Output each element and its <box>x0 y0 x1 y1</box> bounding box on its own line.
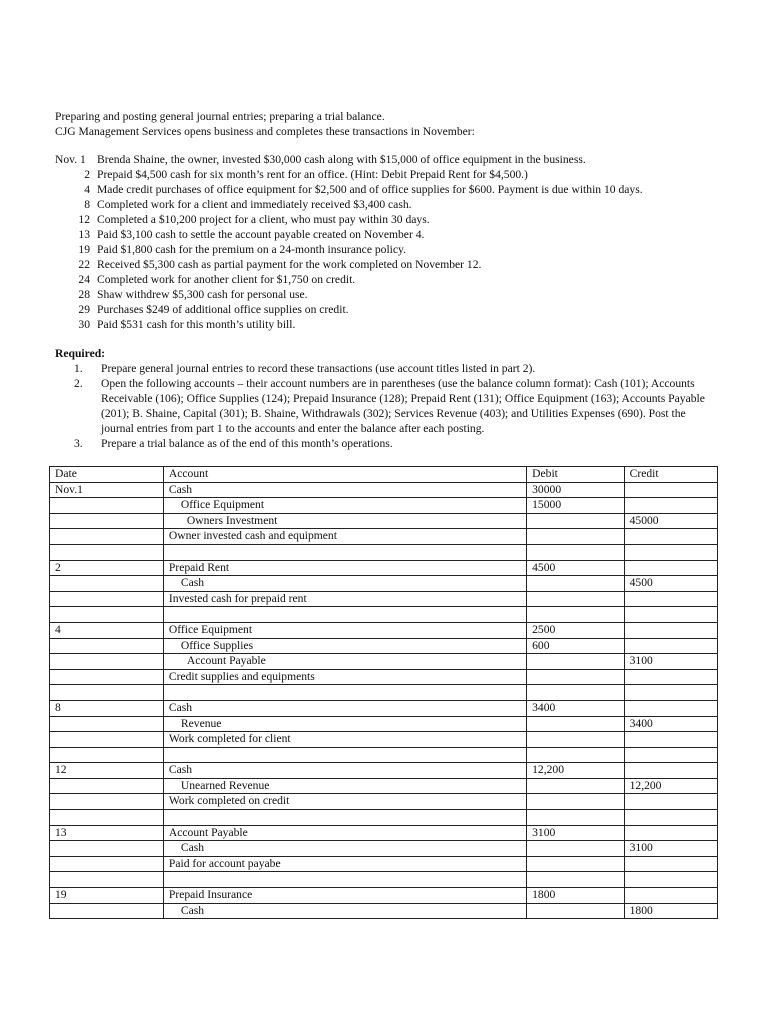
cell-account <box>163 685 526 701</box>
cell-date <box>50 654 164 670</box>
cell-date <box>50 669 164 685</box>
cell-credit <box>624 529 717 545</box>
transaction-date: 4 <box>84 183 90 196</box>
table-row <box>50 825 718 841</box>
account-name: Account Payable <box>186 654 266 668</box>
journal-body <box>50 482 718 919</box>
account-name: Revenue <box>180 716 222 730</box>
table-row <box>50 498 718 514</box>
cell-credit <box>624 872 717 888</box>
required-item-text: Open the following accounts – their account numbers are in parentheses (use the balance column format): Cash (101); Accounts Receivable (106); Office Supplies (124); Prepaid Insurance (128); Prepaid Rent (131); Office Equipment (163); Accounts Payable (201); B. Shaine, Capital (301); B. Shaine, Withdrawals (302); Services Revenue (403); and Utilities Expenses (690). Post the journal entries from part 1 to the accounts and enter the balance after each posting. <box>101 377 705 435</box>
table-row <box>50 482 718 498</box>
cell-date <box>50 591 164 607</box>
cell-account <box>163 513 526 529</box>
cell-credit <box>624 622 717 638</box>
journal-header-row <box>50 467 718 483</box>
cell-credit <box>624 888 717 904</box>
account-name: Cash <box>180 903 205 917</box>
cell-credit <box>624 638 717 654</box>
cell-credit <box>624 747 717 763</box>
table-row <box>50 810 718 826</box>
table-row <box>50 607 718 623</box>
cell-account: Prepaid Rent <box>163 560 526 576</box>
cell-debit <box>527 576 624 592</box>
cell-credit: 3100 <box>624 654 717 670</box>
table-row <box>50 841 718 857</box>
table-row <box>50 685 718 701</box>
cell-debit <box>527 794 624 810</box>
cell-date: Nov.1 <box>50 482 164 498</box>
table-row <box>50 622 718 638</box>
cell-date <box>50 794 164 810</box>
table-row <box>50 591 718 607</box>
cell-account: Invested cash for prepaid rent <box>163 591 526 607</box>
cell-date <box>50 529 164 545</box>
cell-debit <box>527 685 624 701</box>
table-row <box>50 903 718 919</box>
cell-debit: 3100 <box>527 825 624 841</box>
transaction-text: Completed work for a client and immediately received $3,400 cash. <box>97 198 412 211</box>
transaction-row <box>55 167 755 182</box>
transaction-date: 12 <box>78 213 90 226</box>
cell-date: 19 <box>50 888 164 904</box>
transaction-text: Purchases $249 of additional office supplies on credit. <box>97 303 349 316</box>
cell-date <box>50 841 164 857</box>
table-row <box>50 529 718 545</box>
cell-account <box>163 638 526 654</box>
transaction-row <box>55 227 755 242</box>
transaction-row <box>55 287 755 302</box>
document-subtitle: CJG Management Services opens business and completes these transactions in November: <box>55 125 475 138</box>
cell-credit: 1800 <box>624 903 717 919</box>
cell-credit <box>624 763 717 779</box>
cell-credit <box>624 498 717 514</box>
cell-account <box>163 872 526 888</box>
cell-date: 4 <box>50 622 164 638</box>
cell-credit <box>624 560 717 576</box>
table-row <box>50 560 718 576</box>
cell-date: 2 <box>50 560 164 576</box>
required-list <box>55 361 755 451</box>
cell-account: Work completed on credit <box>163 794 526 810</box>
cell-account <box>163 810 526 826</box>
cell-date <box>50 685 164 701</box>
cell-credit: 3100 <box>624 841 717 857</box>
cell-credit <box>624 544 717 560</box>
table-row <box>50 513 718 529</box>
required-item-text: Prepare general journal entries to record these transactions (use account titles listed in part 2). <box>101 362 536 375</box>
cell-credit <box>624 685 717 701</box>
cell-credit <box>624 700 717 716</box>
cell-date <box>50 732 164 748</box>
transaction-row <box>55 317 755 332</box>
transaction-text: Shaw withdrew $5,300 cash for personal use. <box>97 288 308 301</box>
cell-account <box>163 576 526 592</box>
cell-date <box>50 513 164 529</box>
cell-debit <box>527 607 624 623</box>
transaction-date: 30 <box>78 318 90 331</box>
cell-debit <box>527 669 624 685</box>
account-name: Office Supplies <box>180 638 254 652</box>
table-row <box>50 856 718 872</box>
transaction-text: Completed work for another client for $1,750 on credit. <box>97 273 356 286</box>
cell-account: Prepaid Insurance <box>163 888 526 904</box>
cell-debit <box>527 732 624 748</box>
transaction-date: 19 <box>78 243 90 256</box>
cell-debit <box>527 810 624 826</box>
required-heading: Required: <box>55 347 106 360</box>
transaction-text: Paid $531 cash for this month’s utility bill. <box>97 318 296 331</box>
header-date: Date <box>50 467 164 483</box>
cell-debit <box>527 529 624 545</box>
cell-date <box>50 576 164 592</box>
cell-debit: 600 <box>527 638 624 654</box>
required-item <box>55 436 755 451</box>
cell-credit <box>624 607 717 623</box>
transaction-row <box>55 182 755 197</box>
cell-account <box>163 654 526 670</box>
table-row <box>50 654 718 670</box>
cell-debit <box>527 654 624 670</box>
header-account: Account <box>163 467 526 483</box>
cell-debit <box>527 544 624 560</box>
cell-credit: 4500 <box>624 576 717 592</box>
cell-debit <box>527 903 624 919</box>
transaction-date: 24 <box>78 273 90 286</box>
cell-credit: 12,200 <box>624 778 717 794</box>
intro <box>55 109 745 139</box>
cell-debit <box>527 872 624 888</box>
cell-credit <box>624 669 717 685</box>
cell-date: 12 <box>50 763 164 779</box>
transaction-date: 29 <box>78 303 90 316</box>
cell-account <box>163 716 526 732</box>
transaction-date: 28 <box>78 288 90 301</box>
cell-credit: 45000 <box>624 513 717 529</box>
account-name: Owners Investment <box>186 513 278 527</box>
cell-date: 13 <box>50 825 164 841</box>
cell-credit <box>624 732 717 748</box>
header-credit: Credit <box>624 467 717 483</box>
cell-account <box>163 498 526 514</box>
cell-account: Cash <box>163 763 526 779</box>
cell-date <box>50 810 164 826</box>
table-row <box>50 544 718 560</box>
table-row <box>50 872 718 888</box>
transaction-row <box>55 257 755 272</box>
required-item-number: 1. <box>74 362 83 375</box>
account-name: Unearned Revenue <box>180 778 270 792</box>
cell-account <box>163 841 526 857</box>
table-row <box>50 888 718 904</box>
table-row <box>50 716 718 732</box>
required-item <box>55 361 755 376</box>
account-name: Office Equipment <box>180 498 265 512</box>
cell-credit: 3400 <box>624 716 717 732</box>
required-item-number: 2. <box>74 377 83 390</box>
required-item-text: Prepare a trial balance as of the end of this month’s operations. <box>101 437 393 450</box>
cell-date <box>50 856 164 872</box>
cell-account: Cash <box>163 700 526 716</box>
table-row <box>50 747 718 763</box>
cell-debit <box>527 856 624 872</box>
cell-credit <box>624 794 717 810</box>
transaction-list <box>55 152 755 332</box>
transaction-text: Completed a $10,200 project for a client, who must pay within 30 days. <box>97 213 430 226</box>
transaction-date: Nov. 1 <box>55 153 86 166</box>
transaction-row <box>55 152 755 167</box>
cell-debit <box>527 716 624 732</box>
cell-date <box>50 607 164 623</box>
table-row <box>50 638 718 654</box>
cell-account <box>163 544 526 560</box>
cell-date <box>50 544 164 560</box>
cell-debit <box>527 778 624 794</box>
transaction-text: Prepaid $4,500 cash for six month’s rent for an office. (Hint: Debit Prepaid Rent for $4,500.) <box>97 168 528 181</box>
cell-account: Work completed for client <box>163 732 526 748</box>
transaction-date: 22 <box>78 258 90 271</box>
cell-debit <box>527 841 624 857</box>
cell-debit <box>527 591 624 607</box>
table-row <box>50 700 718 716</box>
cell-date <box>50 638 164 654</box>
cell-debit: 2500 <box>527 622 624 638</box>
cell-debit: 15000 <box>527 498 624 514</box>
transaction-date: 2 <box>84 168 90 181</box>
required-item-number: 3. <box>74 437 83 450</box>
cell-debit <box>527 747 624 763</box>
cell-account <box>163 903 526 919</box>
cell-debit: 1800 <box>527 888 624 904</box>
transaction-row <box>55 242 755 257</box>
cell-date <box>50 498 164 514</box>
cell-debit: 4500 <box>527 560 624 576</box>
transaction-text: Paid $1,800 cash for the premium on a 24-month insurance policy. <box>97 243 406 256</box>
cell-account <box>163 607 526 623</box>
transaction-text: Received $5,300 cash as partial payment for the work completed on November 12. <box>97 258 482 271</box>
required-item <box>55 376 755 436</box>
transaction-row <box>55 197 755 212</box>
cell-account: Cash <box>163 482 526 498</box>
cell-credit <box>624 591 717 607</box>
cell-credit <box>624 810 717 826</box>
transaction-date: 13 <box>78 228 90 241</box>
transaction-date: 8 <box>84 198 90 211</box>
journal-table <box>49 466 718 919</box>
cell-credit <box>624 482 717 498</box>
table-row <box>50 669 718 685</box>
table-row <box>50 778 718 794</box>
transaction-text: Brenda Shaine, the owner, invested $30,000 cash along with $15,000 of office equipment in the business. <box>97 153 586 166</box>
cell-debit: 12,200 <box>527 763 624 779</box>
table-row <box>50 576 718 592</box>
account-name: Cash <box>180 576 205 590</box>
required-section <box>55 346 755 451</box>
document-title: Preparing and posting general journal entries; preparing a trial balance. <box>55 110 385 123</box>
cell-date <box>50 778 164 794</box>
cell-account: Account Payable <box>163 825 526 841</box>
transaction-text: Paid $3,100 cash to settle the account payable created on November 4. <box>97 228 425 241</box>
header-debit: Debit <box>527 467 624 483</box>
cell-date <box>50 872 164 888</box>
cell-account <box>163 778 526 794</box>
cell-credit <box>624 825 717 841</box>
cell-credit <box>624 856 717 872</box>
cell-date <box>50 747 164 763</box>
cell-debit: 3400 <box>527 700 624 716</box>
cell-account: Credit supplies and equipments <box>163 669 526 685</box>
table-row <box>50 732 718 748</box>
transaction-text: Made credit purchases of office equipment for $2,500 and of office supplies for $600. Payment is due within 10 days. <box>97 183 643 196</box>
cell-date <box>50 716 164 732</box>
cell-account: Owner invested cash and equipment <box>163 529 526 545</box>
transaction-row <box>55 302 755 317</box>
cell-date: 8 <box>50 700 164 716</box>
cell-debit: 30000 <box>527 482 624 498</box>
table-row <box>50 763 718 779</box>
table-row <box>50 794 718 810</box>
cell-debit <box>527 513 624 529</box>
account-name: Cash <box>180 841 205 855</box>
cell-account: Paid for account payabe <box>163 856 526 872</box>
cell-date <box>50 903 164 919</box>
cell-account <box>163 747 526 763</box>
transaction-row <box>55 212 755 227</box>
transaction-row <box>55 272 755 287</box>
cell-account: Office Equipment <box>163 622 526 638</box>
